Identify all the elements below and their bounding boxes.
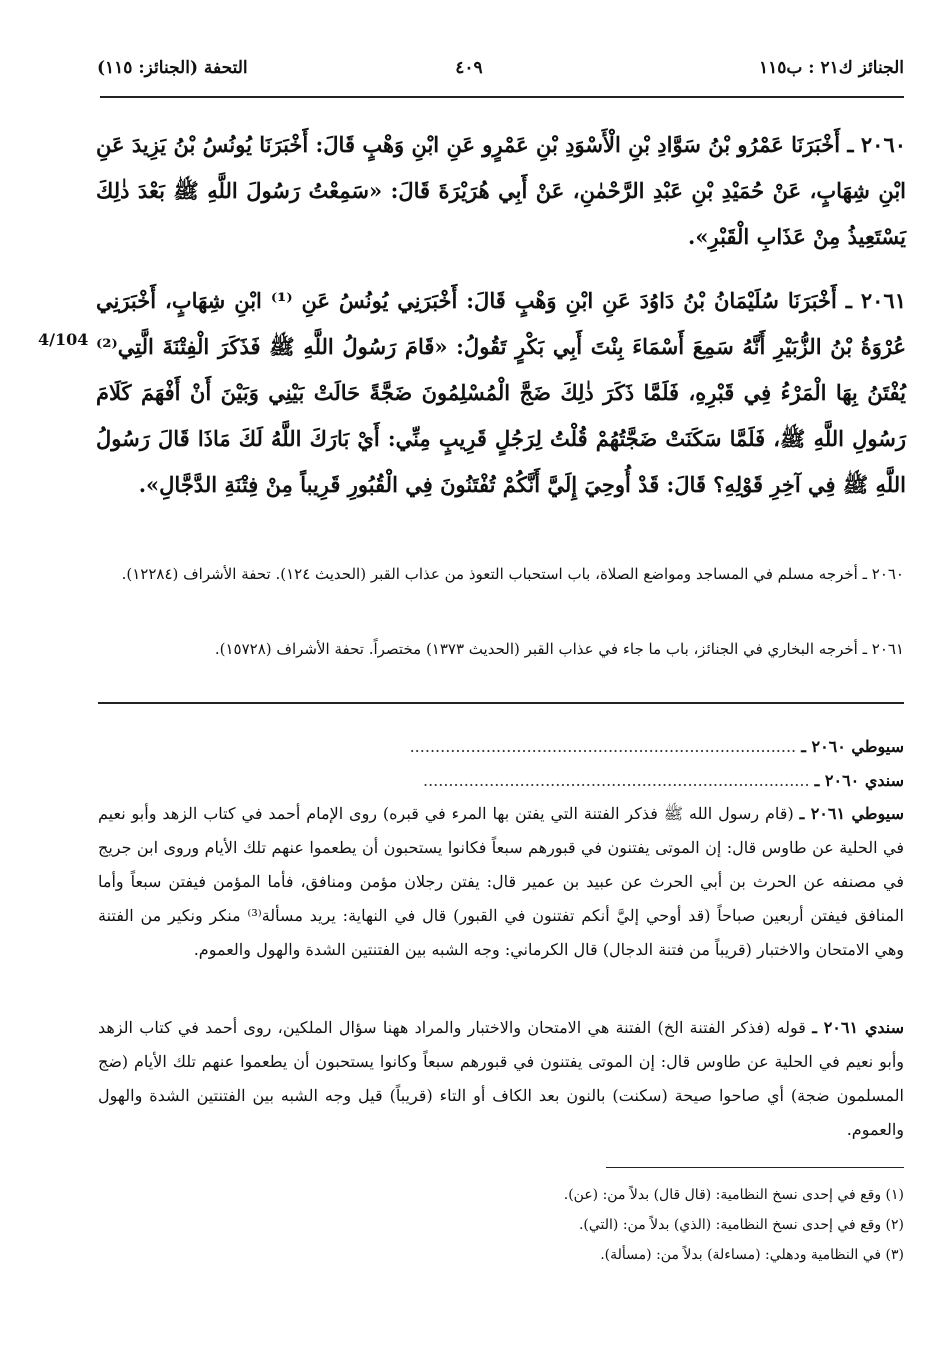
- hadith-number: ٢٠٦١: [860, 288, 906, 313]
- footnote-2: (٢) وقع في إحدى نسخ النظامية: (الذي) بدلاً من: (التي).: [578, 1217, 904, 1233]
- hadith-2060: ٢٠٦٠ ـ أَخْبَرَنَا عَمْرُو بْنُ سَوَّادِ بْنِ الْأَسْوَدِ بْنِ عَمْرٍو عَنِ ابْنِ وَهْبٍ قَالَ: أَخْبَرَنَا يُونُسُ بْنُ يَزِيدَ عَنِ ابْنِ شِهَابٍ، عَنْ حُمَيْدِ بْنِ عَبْدِ الرَّحْمٰنِ، عَنْ أَبِي هُرَيْرَةَ قَالَ: «سَمِعْتُ رَسُولَ اللَّهِ ﷺ بَعْدَ ذٰلِكَ يَسْتَعِيذُ مِنْ عَذَابِ الْقَبْرِ».: [96, 132, 907, 249]
- header-rule: [100, 96, 904, 98]
- placeholder-dots: ............................................................................: [423, 771, 810, 790]
- commentary-label: سندي ٢٠٦٠ ـ: [814, 771, 904, 790]
- sindi-2060: [98, 764, 904, 798]
- commentary-label: سيوطي ٢٠٦٠ ـ: [801, 737, 904, 756]
- takhrij-2061: ٢٠٦١ ـ أخرجه البخاري في الجنائز، باب ما جاء في عذاب القبر (الحديث ١٣٧٣) مختصراً. تحفة الأشراف (١٥٧٢٨).: [214, 640, 904, 658]
- hadith-number: ٢٠٦٠: [860, 132, 907, 157]
- margin-reference: 4/104: [38, 330, 89, 349]
- page-number: ٤٠٩: [455, 58, 483, 78]
- suyuti-2061: [98, 797, 904, 967]
- commentary-label: سيوطي ٢٠٦١ ـ: [799, 804, 905, 823]
- sindi-2061: [98, 1011, 904, 1147]
- commentary-label: سندي ٢٠٦١ ـ: [812, 1018, 904, 1037]
- commentary-rule: [98, 702, 904, 704]
- placeholder-dots: ............................................................................: [409, 737, 797, 756]
- commentary-text: قوله (فذكر الفتنة الخ) الفتنة هي الامتحان والاختبار والمراد ههنا سؤال الملكين، روى أحمد في كتاب الزهد وأبو نعيم في الحلية عن طاوس قال: إن الموتى يفتنون في قبورهم سبعاً وكانوا يستحبون أن يطعموا عنهم تلك الأيام (ضج المسلمون ضجة) أي صاحوا صيحة (سكنت) بالنون بعد الكاف أو التاء (قريباً) قيل وجه الشبه بين الفتنتين الشدة والهول والعموم.: [98, 1018, 904, 1139]
- takhrij-2060: ٢٠٦٠ ـ أخرجه مسلم في المساجد ومواضع الصلاة، باب استحباب التعوذ من عذاب القبر (الحديث ١٢٤). تحفة الأشراف (١٢٢٨٤).: [121, 565, 904, 583]
- header-tuhfa-ref: التحفة (الجنائز: ١١٥): [97, 58, 248, 78]
- commentary-text: (قام رسول الله ﷺ فذكر الفتنة التي يفتن بها المرء في قبره) روى الإمام أحمد في كتاب الزهد وأبو نعيم في الحلية عن طاوس قال: إن الموتى يفتنون في قبورهم سبعاً فكانوا يستحبون أن يطعموا عنهم تلك الأيام وروى ابن جريج في مصنفه عن الحرث بن أبي الحرث عن عبيد بن عمير قال: يفتن رجلان مؤمن ومنافق، فأما المؤمن فيفتن سبعاً وأما المنافق فيفتن أربعين صباحاً (قد أوحي إليَّ أنكم تفتنون في القبور) قال في النهاية: يريد مسألة⁽³⁾ منكر ونكير من الفتنة وهي الامتحان والاختبار (قريباً من فتنة الدجال) قال الكرماني: وجه الشبه بين الفتنتين الشدة والهول والعموم.: [98, 804, 905, 959]
- hadith-2061: ٢٠٦١ ـ أَخْبَرَنَا سُلَيْمَانُ بْنُ دَاوُدَ عَنِ ابْنِ وَهْبٍ قَالَ: أَخْبَرَنِي يُونُسُ عَنِ ⁽¹⁾ ابْنِ شِهَابٍ، أَخْبَرَنِي عُرْوَةُ بْنُ الزُّبَيْرِ أَنَّهُ سَمِعَ أَسْمَاءَ بِنْتَ أَبِي بَكْرٍ تَقُولُ: «قَامَ رَسُولُ اللَّهِ ﷺ فَذَكَرَ الْفِتْنَةَ الَّتِي⁽²⁾ يُفْتَنُ بِهَا الْمَرْءُ فِي قَبْرِهِ، فَلَمَّا ذَكَرَ ذٰلِكَ ضَجَّ الْمُسْلِمُونَ ضَجَّةً حَالَتْ بَيْنِي وَبَيْنَ أَنْ أَفْهَمَ كَلَامَ رَسُولِ اللَّهِ ﷺ، فَلَمَّا سَكَنَتْ ضَجَّتُهُمْ قُلْتُ لِرَجُلٍ قَرِيبٍ مِنِّي: أَيْ بَارَكَ اللَّهُ لَكَ مَاذَا قَالَ رَسُولُ اللَّهِ ﷺ فِي آخِرِ قَوْلِهِ؟ قَالَ: قَدْ أُوحِيَ إِلَيَّ أَنَّكُمْ تُفْتَنُونَ فِي الْقُبُورِ قَرِيباً مِنْ فِتْنَةِ الدَّجَّالِ».: [96, 288, 906, 497]
- footnote-1: (١) وقع في إحدى نسخ النظامية: (قال قال) بدلاً من: (عن).: [563, 1187, 904, 1203]
- hadith-text: أَخْبَرَنَا سُلَيْمَانُ بْنُ دَاوُدَ عَنِ ابْنِ وَهْبٍ قَالَ: أَخْبَرَنِي يُونُسُ عَنِ ⁽¹⁾ ابْنِ شِهَابٍ، أَخْبَرَنِي عُرْوَةُ بْنُ الزُّبَيْرِ أَنَّهُ سَمِعَ أَسْمَاءَ بِنْتَ أَبِي بَكْرٍ تَقُولُ: «قَامَ رَسُولُ اللَّهِ ﷺ فَذَكَرَ الْفِتْنَةَ الَّتِي⁽²⁾ يُفْتَنُ بِهَا الْمَرْءُ فِي قَبْرِهِ، فَلَمَّا ذَكَرَ ذٰلِكَ ضَجَّ الْمُسْلِمُونَ ضَجَّةً حَالَتْ بَيْنِي وَبَيْنَ أَنْ أَفْهَمَ كَلَامَ رَسُولِ اللَّهِ ﷺ، فَلَمَّا سَكَنَتْ ضَجَّتُهُمْ قُلْتُ لِرَجُلٍ قَرِيبٍ مِنِّي: أَيْ بَارَكَ اللَّهُ لَكَ مَاذَا قَالَ رَسُولُ اللَّهِ ﷺ فِي آخِرِ قَوْلِهِ؟ قَالَ: قَدْ أُوحِيَ إِلَيَّ أَنَّكُمْ تُفْتَنُونَ فِي الْقُبُورِ قَرِيباً مِنْ فِتْنَةِ الدَّجَّالِ».: [96, 288, 906, 497]
- header-chapter-ref: الجنائز ك٢١ : ب١١٥: [758, 58, 904, 78]
- footnote-3: (٣) في النظامية ودهلي: (مساءلة) بدلاً من: (مسألة).: [600, 1247, 904, 1263]
- hadith-text: أَخْبَرَنَا عَمْرُو بْنُ سَوَّادِ بْنِ الْأَسْوَدِ بْنِ عَمْرٍو عَنِ ابْنِ وَهْبٍ قَالَ: أَخْبَرَنَا يُونُسُ بْنُ يَزِيدَ عَنِ ابْنِ شِهَابٍ، عَنْ حُمَيْدِ بْنِ عَبْدِ الرَّحْمٰنِ، عَنْ أَبِي هُرَيْرَةَ قَالَ: «سَمِعْتُ رَسُولَ اللَّهِ ﷺ بَعْدَ ذٰلِكَ يَسْتَعِيذُ مِنْ عَذَابِ الْقَبْرِ».: [96, 132, 906, 249]
- suyuti-2060: [98, 730, 904, 764]
- footnote-rule: [606, 1167, 904, 1168]
